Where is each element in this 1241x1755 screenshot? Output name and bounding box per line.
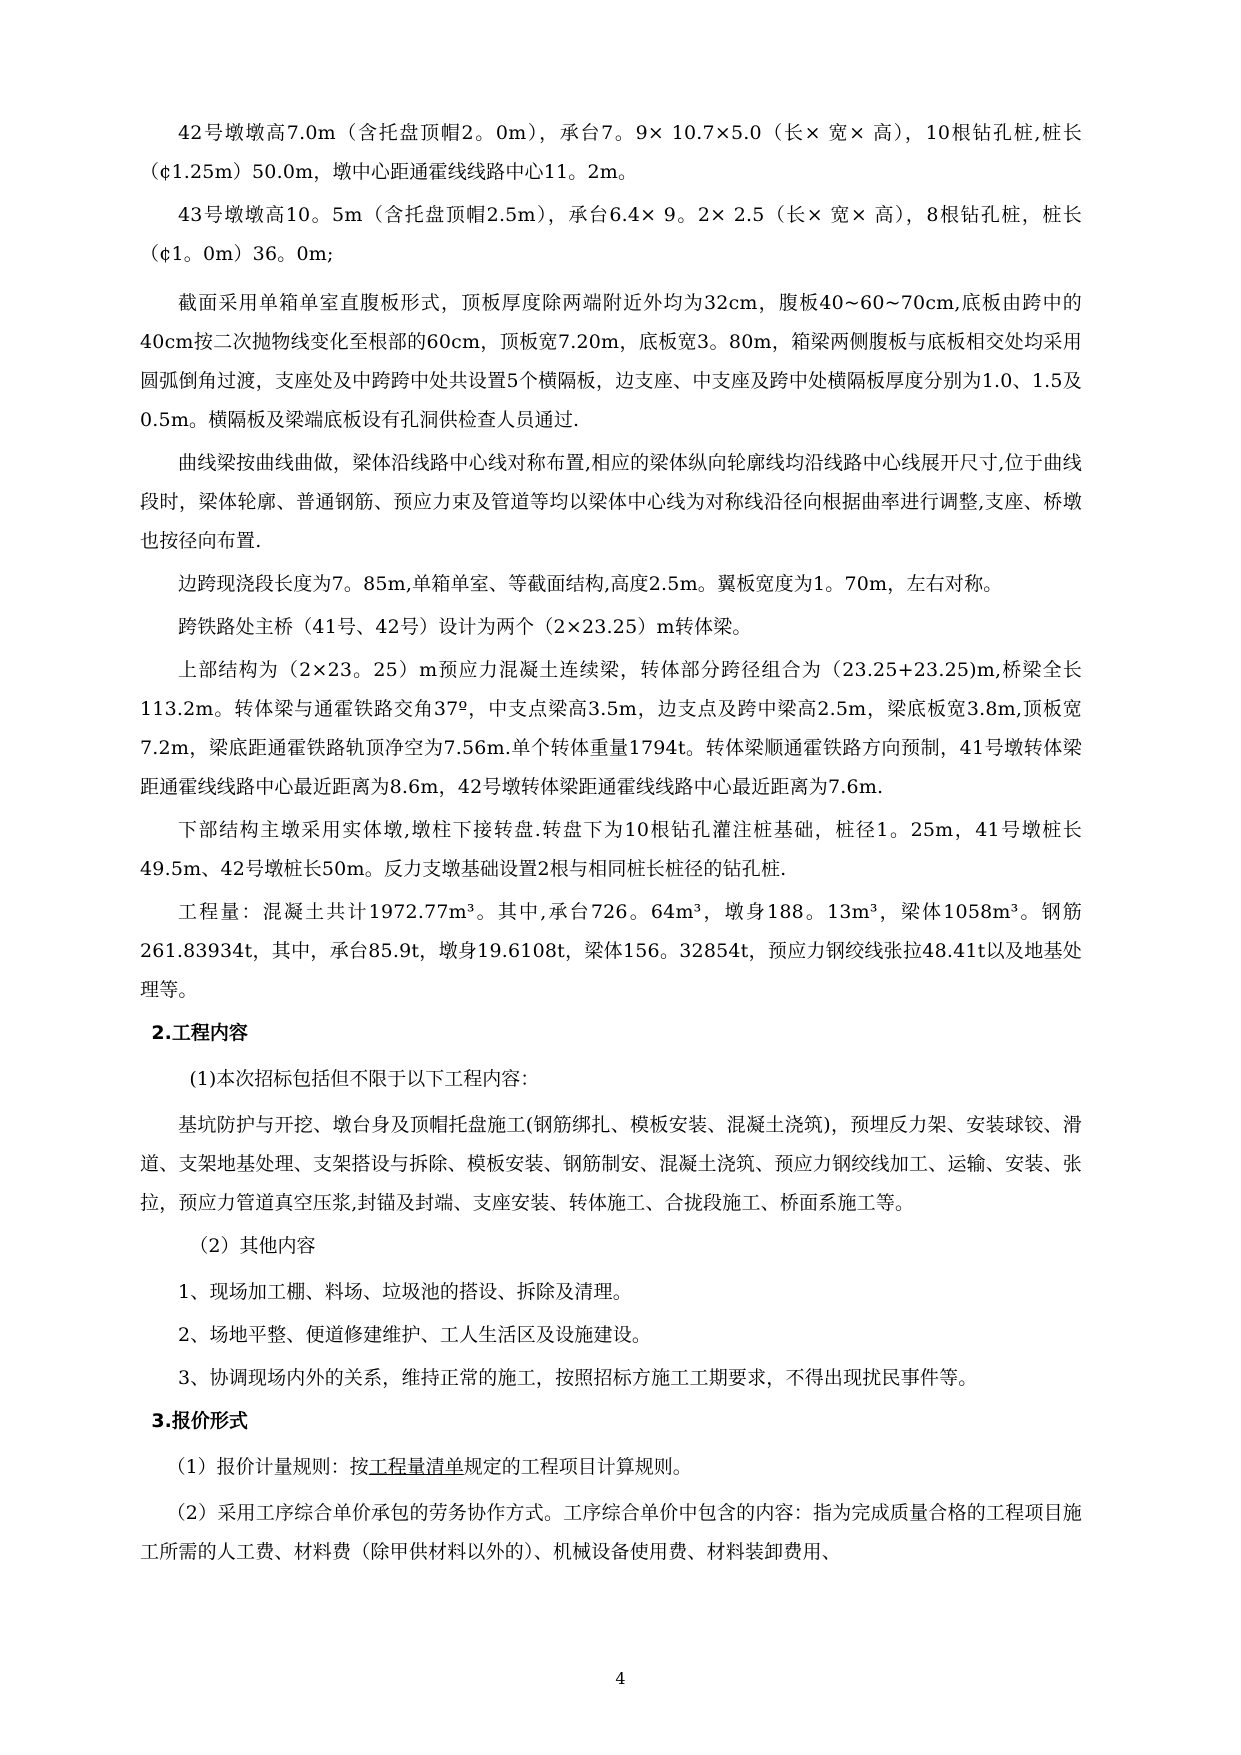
section-2-item-1-heading: (1)本次招标包括但不限于以下工程内容： xyxy=(189,1068,540,1090)
section-3-item-2: （2）采用工序综合单价承包的劳务协作方式。工序综合单价中包含的内容：指为完成质量合格的工程项目施工所需的人工费、材料费（除甲供材料以外的）、机械设备使用费、材料装卸费用、 xyxy=(140,1502,1082,1563)
page-number: 4 xyxy=(615,1669,626,1688)
substructure-paragraph: 下部结构主墩采用实体墩,墩柱下接转盘.转盘下为10根钻孔灌注桩基础，桩径1。25m，41号墩桩长49.5m、42号墩桩长50m。反力支墩基础设置2根与相同桩长桩径的钻孔桩. xyxy=(140,819,1082,880)
document-body xyxy=(140,114,1082,1576)
pier-42-paragraph: 42号墩墩高7.0m（含托盘顶帽2。0m），承台7。9× 10.7×5.0（长× 宽× 高），10根钻孔桩,桩长（¢1.25m）50.0m，墩中心距通霍线线路中心11。2m。 xyxy=(140,122,1082,183)
section-form-paragraph: 截面采用单箱单室直腹板形式，顶板厚度除两端附近外均为32cm，腹板40~60~70cm,底板由跨中的40cm按二次抛物线变化至根部的60cm，顶板宽7.20m，底板宽3。80m，箱梁两侧腹板与底板相交处均采用圆弧倒角过渡，支座处及中跨跨中处共设置5个横隔板，边支座、中支座及跨中处横隔板厚度分别为1.0、1.5及0.5m。横隔板及梁端底板设有孔洞供检查人员通过. xyxy=(140,292,1082,431)
quantities-paragraph: 工程量：混凝土共计1972.77m³。其中,承台726。64m³，墩身188。13m³，梁体1058m³。钢筋261.83934t，其中，承台85.9t，墩身19.6108t，梁体156。32854t，预应力钢绞线张拉48.41t以及地基处理等。 xyxy=(140,901,1082,1001)
section-3-heading: 3.报价形式 xyxy=(151,1410,248,1432)
bill-of-quantities-underline: 工程量清单 xyxy=(368,1456,464,1478)
section-3-item-1-prefix: （1）报价计量规则：按 xyxy=(166,1456,369,1478)
curved-beam-paragraph: 曲线梁按曲线曲做，梁体沿线路中心线对称布置,相应的梁体纵向轮廓线均沿线路中心线展开尺寸,位于曲线段时，梁体轮廓、普通钢筋、预应力束及管道等均以梁体中心线为对称线沿径向根据曲率进行调整,支座、桥墩也按径向布置. xyxy=(140,452,1082,552)
section-2-list-item: 1、现场加工棚、料场、垃圾池的搭设、拆除及清理。 xyxy=(178,1281,632,1303)
section-2-heading: 2.工程内容 xyxy=(151,1022,248,1044)
side-span-paragraph: 边跨现浇段长度为7。85m,单箱单室、等截面结构,高度2.5m。翼板宽度为1。70m，左右对称。 xyxy=(178,573,1003,595)
section-2-item-2-heading: （2）其他内容 xyxy=(189,1235,316,1257)
section-2-list-item: 2、场地平整、便道修建维护、工人生活区及设施建设。 xyxy=(178,1324,652,1346)
section-2-list-item: 3、协调现场内外的关系，维持正常的施工，按照招标方施工工期要求，不得出现扰民事件等。 xyxy=(178,1367,978,1389)
section-2-item-1-text: 基坑防护与开挖、墩台身及顶帽托盘施工(钢筋绑扎、模板安装、混凝土浇筑)，预埋反力架、安装球铰、滑道、支架地基处理、支架搭设与拆除、模板安装、钢筋制安、混凝土浇筑、预应力钢绞线加工、运输、安装、张拉，预应力管道真空压浆,封锚及封端、支座安装、转体施工、合拢段施工、桥面系施工等。 xyxy=(140,1114,1082,1214)
superstructure-paragraph: 上部结构为（2×23。25）m预应力混凝土连续梁，转体部分跨径组合为（23.25+23.25)m,桥梁全长113.2m。转体梁与通霍铁路交角37º，中支点梁高3.5m，边支点及跨中梁高2.5m，梁底板宽3.8m,顶板宽7.2m，梁底距通霍铁路轨顶净空为7.56m.单个转体重量1794t。转体梁顺通霍铁路方向预制，41号墩转体梁距通霍线线路中心最近距离为8.6m，42号墩转体梁距通霍线线路中心最近距离为7.6m. xyxy=(140,659,1082,798)
pier-43-paragraph: 43号墩墩高10。5m（含托盘顶帽2.5m），承台6.4× 9。2× 2.5（长× 宽× 高），8根钻孔桩，桩长（¢1。0m）36。0m; xyxy=(140,204,1082,265)
section-3-item-1 xyxy=(140,1448,1082,1486)
main-bridge-paragraph: 跨铁路处主桥（41号、42号）设计为两个（2×23.25）m转体梁。 xyxy=(178,616,752,638)
section-3-item-1-suffix: 规定的工程项目计算规则。 xyxy=(463,1456,692,1478)
